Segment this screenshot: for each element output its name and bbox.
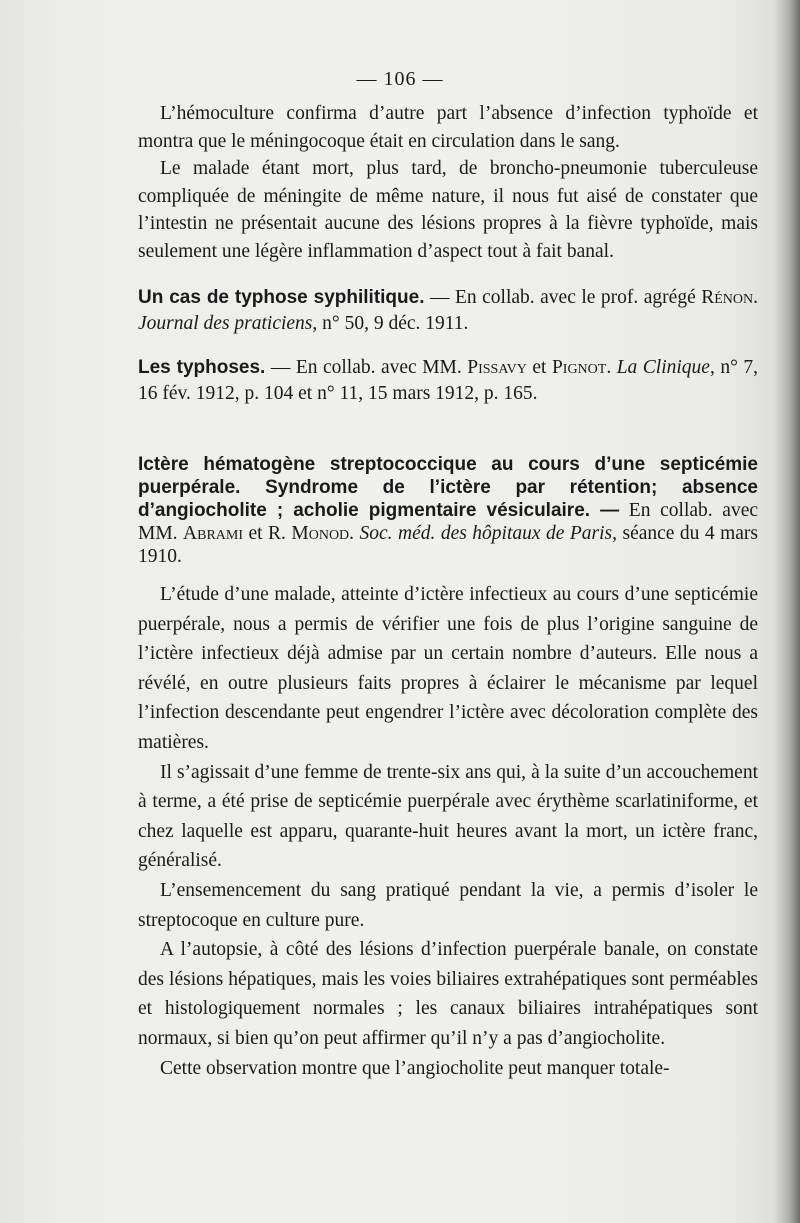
entry-reference: , séance du 4 mars 1910.	[138, 523, 758, 567]
entry-collab: En collab. avec MM.	[138, 500, 759, 544]
entry-separator: .	[606, 357, 617, 378]
entry-journal: Soc. méd. des hôpitaux de Paris	[359, 523, 613, 544]
page-number: — 106 —	[356, 68, 444, 90]
entry-journal: La Clinique	[616, 357, 710, 378]
entry-conjunction: et	[243, 523, 269, 544]
body-paragraph-5: Cette observation montre que l’angiocholite peut manquer totale-	[160, 1057, 670, 1079]
abstract-body	[138, 580, 758, 1083]
entry-author: Abrami	[183, 523, 244, 544]
body-paragraph-1: L’étude d’une malade, atteinte d’ictère infectieux au cours d’une septicémie puerpérale, nous a permis de vérifier une fois de plus l’origine sanguine de l’ictère infectieux déjà admise par un certain nombre d’auteurs. Elle nous a révélé, en outre plusieurs faits propres à éclairer le mécanisme par lequel l’infection descendante peut engendrer l’ictère avec décoloration complète des matières.	[138, 584, 758, 753]
body-paragraph-2: Il s’agissait d’une femme de trente-six ans qui, à la suite d’un accouchement à terme, a été prise de septicémie puerpérale avec érythème scarlatiniforme, et chez laquelle est apparu, quarante-huit heures avant la mort, un ictère franc, généralisé.	[138, 761, 758, 872]
entry-author: R. Monod	[268, 523, 350, 544]
entry-conjunction: et	[526, 357, 552, 378]
body-paragraph-3: L’ensemencement du sang pratiqué pendant la vie, a permis d’isoler le streptocoque en culture pure.	[138, 879, 758, 931]
bibliography-entry-2	[138, 355, 758, 407]
entry-dash: —	[590, 500, 620, 521]
page-content	[138, 100, 758, 1083]
entry-separator: .	[753, 287, 758, 308]
entry-author: Pissavy	[467, 357, 527, 378]
intro-paragraph-2: Le malade étant mort, plus tard, de broncho-pneumonie tuberculeuse compliquée de méningite de même nature, il nous fut aisé de constater que l’intestin ne présentait aucune des lésions propres à la fièvre typhoïde, mais seulement une légère inflammation d’aspect tout à fait banal.	[138, 158, 758, 262]
section-gap	[138, 407, 758, 445]
intro-paragraph-1: L’hémoculture confirma d’autre part l’absence d’infection typhoïde et montra que le méningocoque était en circulation dans le sang.	[138, 103, 758, 152]
page-edge-shadow	[774, 0, 800, 1223]
entry-separator: .	[349, 523, 360, 544]
bibliography-entry-3	[138, 453, 758, 568]
entry-collab: — En collab. avec MM.	[265, 357, 468, 378]
entry-author: Pignot	[551, 357, 607, 378]
entry-reference: , n° 7, 16 fév. 1912, p. 104 et n° 11, 15 mars 1912, p. 165.	[138, 357, 759, 404]
entry-collab: — En collab. avec le prof. agrégé	[424, 287, 702, 308]
entry-title: Ictère hématogène streptococcique au cours d’une septicémie puerpérale. Syndrome de l’ictère par rétention; absence d’angiocholite ; acholie pigmentaire vésiculaire.	[138, 454, 758, 521]
entry-title: Un cas de typhose syphilitique.	[138, 287, 425, 308]
entry-journal: Journal des praticiens	[138, 313, 313, 334]
bibliography-entry-1	[138, 285, 758, 337]
body-paragraph-4: A l’autopsie, à côté des lésions d’infection puerpérale banale, on constate des lésions hépatiques, mais les voies biliaires extrahépatiques sont perméables et histologiquement normales ; les canaux biliaires intrahépatiques sont normaux, si bien qu’on peut affirmer qu’il n’y a pas d’angiocholite.	[138, 939, 758, 1049]
entry-reference: , n° 50, 9 déc. 1911.	[312, 313, 469, 334]
entry-title: Les typhoses.	[138, 357, 266, 378]
entry-author: Rénon	[701, 287, 754, 308]
